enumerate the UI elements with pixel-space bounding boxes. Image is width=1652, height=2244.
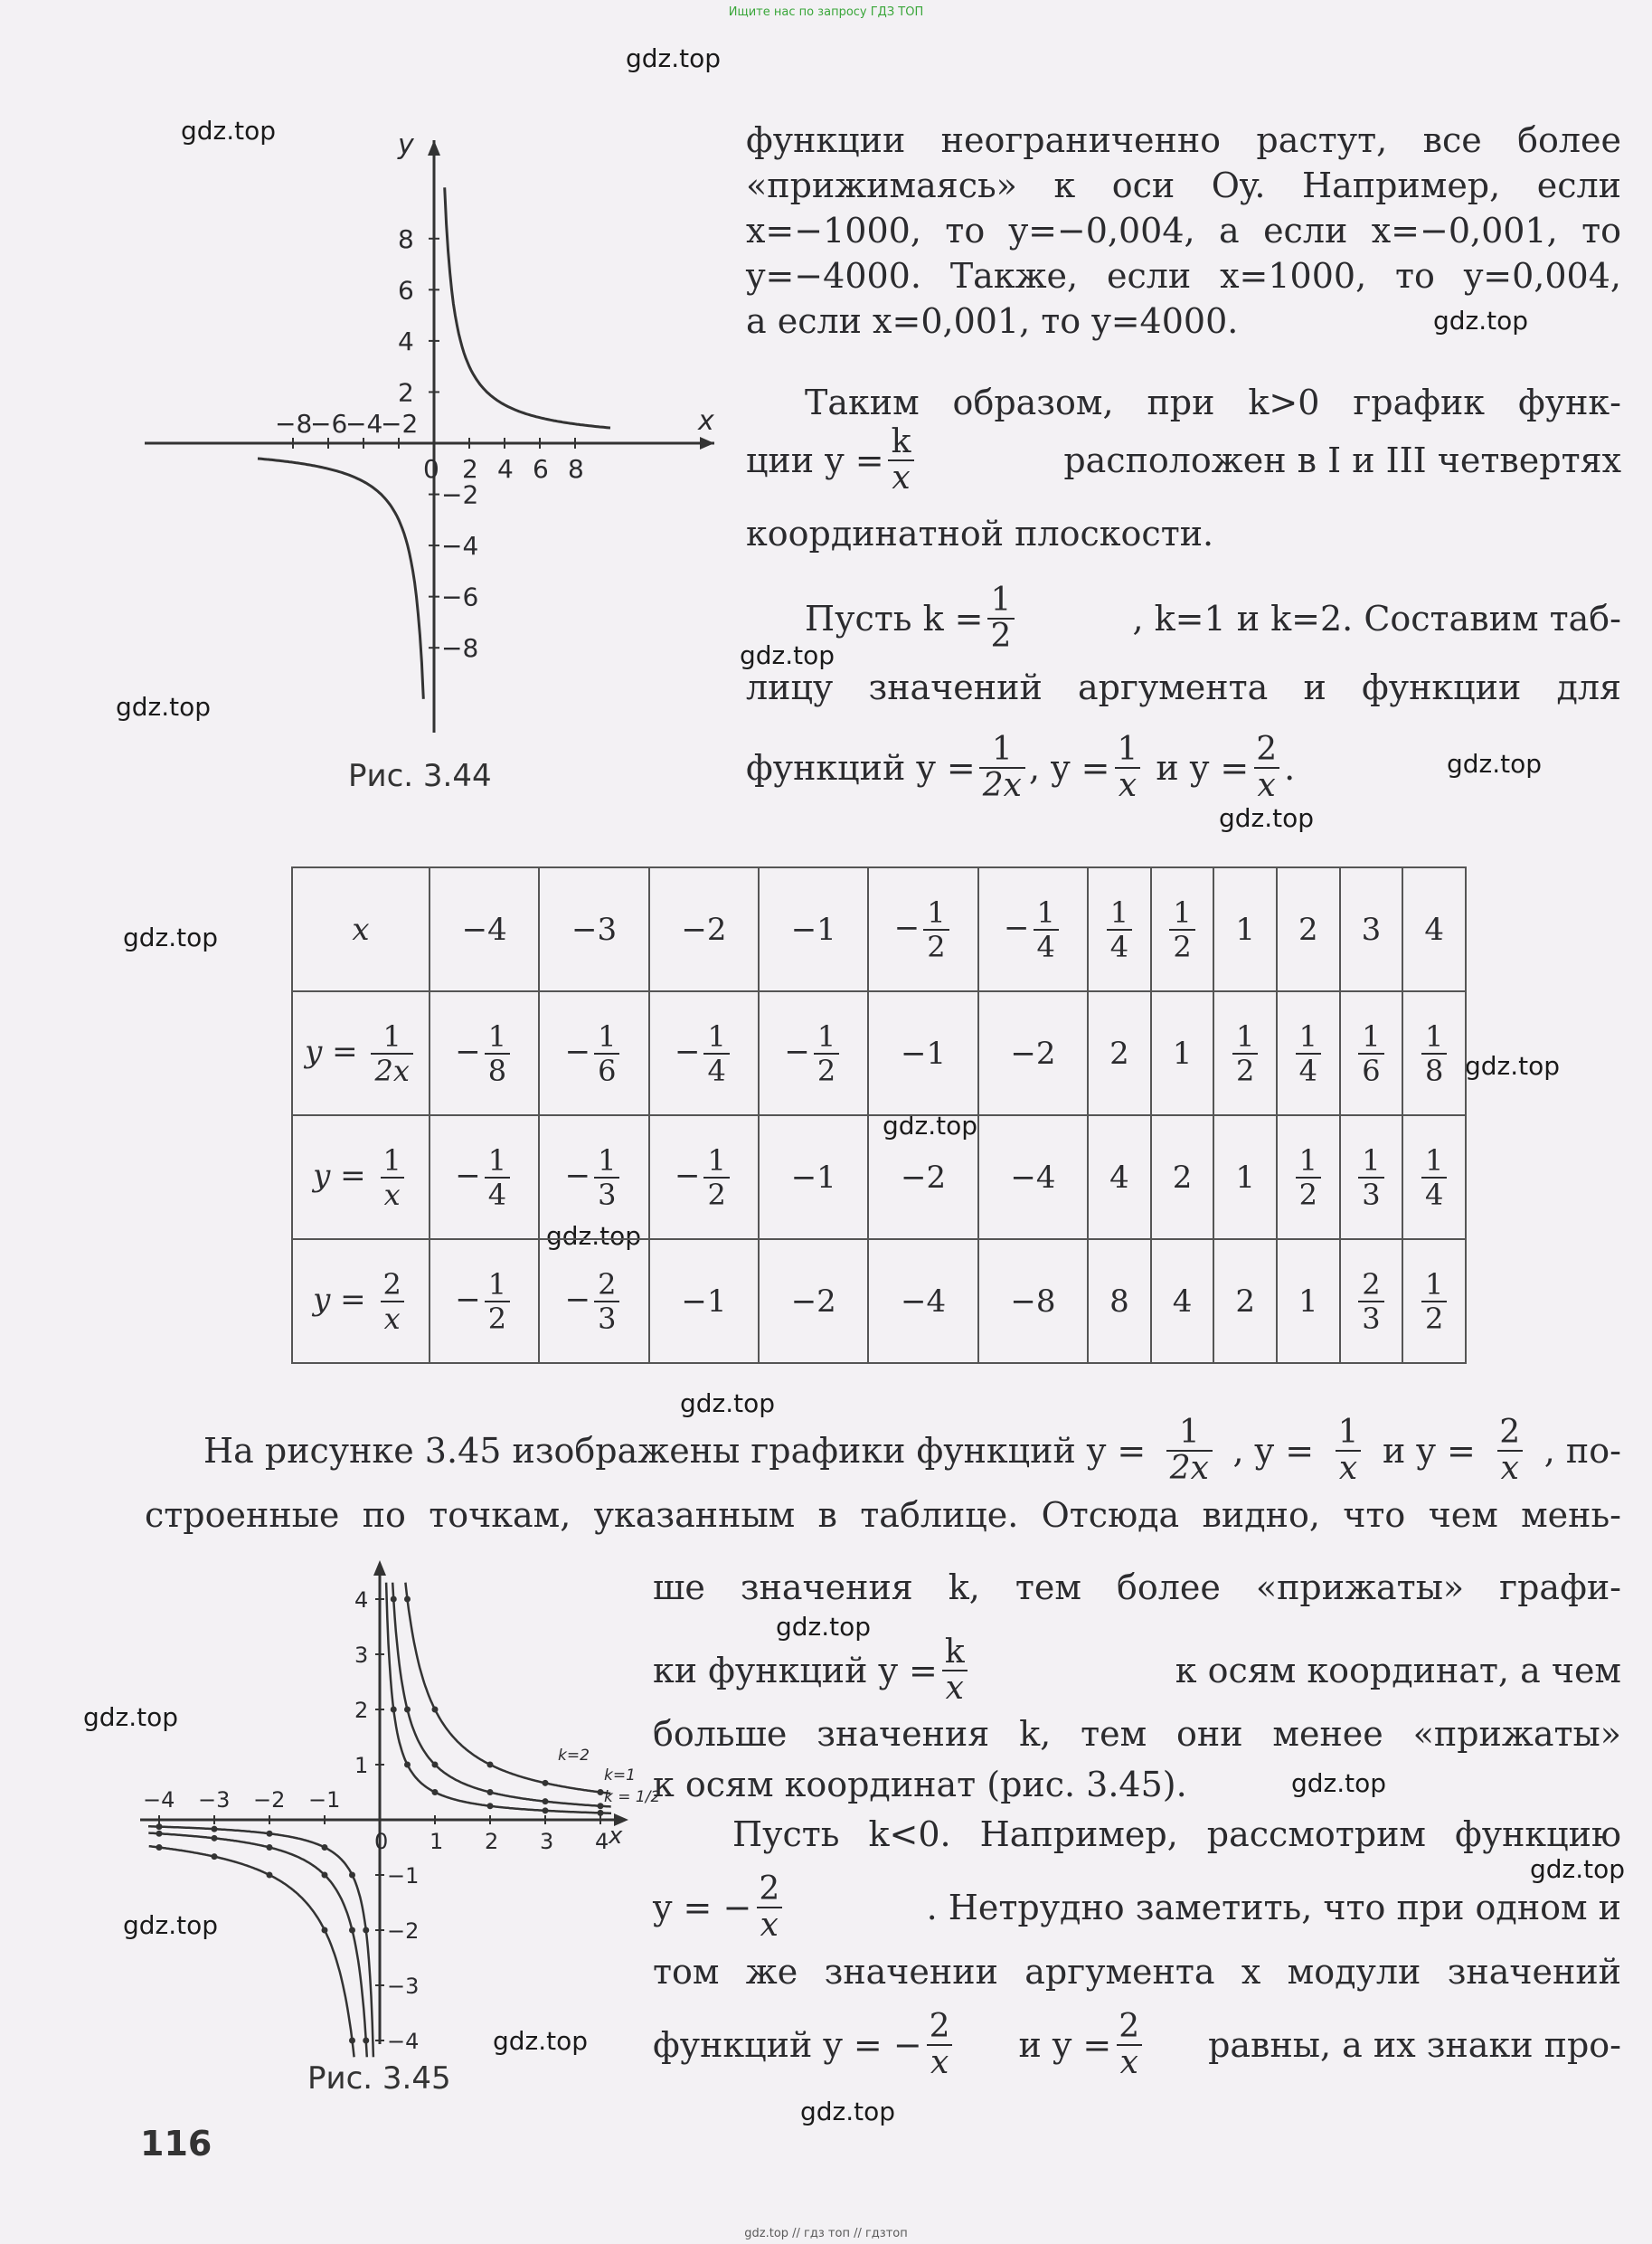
table-cell: −4 (868, 1239, 977, 1363)
watermark: gdz.top (116, 692, 212, 722)
text-line: больше значения k, тем они менее «прижаты» (653, 1714, 1621, 1754)
text-fragment: ки функций y = (653, 1651, 938, 1690)
row-label: y = $\frac{2}{x}$ (292, 1239, 430, 1363)
x-tick-label: 2 (485, 1829, 499, 1854)
watermark: gdz.top (1465, 1051, 1561, 1081)
watermark: gdz.top (776, 1612, 872, 1642)
text-line: координатной плоскости. (746, 514, 1214, 554)
watermark: gdz.top (740, 640, 835, 670)
fraction: $\frac{1}{2x}$ (1166, 1416, 1213, 1486)
table-cell: 2 (1151, 1115, 1214, 1239)
data-point (322, 1927, 328, 1934)
y-tick-label: 1 (354, 1753, 369, 1778)
text-block-top (746, 118, 1621, 344)
text-fragment: и y = (1156, 748, 1250, 788)
fraction: $\frac{1}{2}$ (923, 896, 949, 963)
fraction: $\frac{1}{4}$ (1421, 1144, 1447, 1211)
x-tick-label: −2 (381, 409, 419, 439)
table-cell: − $\frac{1}{2}$ (430, 1239, 539, 1363)
fraction: $\frac{1}{4}$ (485, 1144, 510, 1211)
table-cell (1088, 867, 1151, 991)
data-point (487, 1762, 494, 1768)
data-point (404, 1762, 411, 1768)
y-tick-label: −6 (441, 582, 479, 612)
x-tick-label: 0 (374, 1829, 389, 1854)
text-fragment: y = − (653, 1888, 752, 1927)
fraction: $\frac{1}{2}$ (703, 1144, 729, 1211)
x-tick-label: 4 (497, 454, 514, 484)
figure-3-44 (136, 127, 723, 742)
text-line: строенные по точкам, указанным в таблице. Отсюда видно, что чем мень- (145, 1495, 1621, 1535)
fraction: $\frac{1}{6}$ (594, 1020, 619, 1087)
fraction: $\frac{2}{x}$ (755, 1872, 783, 1943)
text-line-l6 (805, 380, 1621, 425)
text-line-p2-3 (653, 1565, 1621, 1610)
table-cell: −2 (649, 867, 759, 991)
x-tick-label: 1 (430, 1829, 444, 1854)
data-point (349, 1872, 355, 1879)
figure-caption-3-45: Рис. 3.45 (307, 2060, 451, 2097)
text-line: Пусть k<0. Например, рассмотрим функцию (732, 1814, 1621, 1854)
watermark: gdz.top (123, 923, 219, 952)
text-line-p3-3 (653, 1949, 1621, 1994)
table-cell (1340, 1239, 1403, 1363)
data-point (156, 1823, 163, 1830)
y-tick-label: 4 (398, 326, 414, 356)
y-tick-label: −1 (387, 1863, 420, 1889)
table-cell (1340, 1115, 1403, 1239)
table-cell (1402, 991, 1466, 1115)
data-point (267, 1844, 273, 1851)
y-tick-label: −8 (441, 633, 479, 664)
x-tick-label: 2 (462, 454, 478, 484)
fraction: $\frac{1}{2x}$ (979, 733, 1025, 803)
watermark: gdz.top (83, 1702, 179, 1732)
y-tick-label: −2 (441, 479, 479, 510)
table-cell: − $\frac{1}{4}$ (430, 1115, 539, 1239)
watermark: gdz.top (1433, 306, 1529, 336)
table-cell (1151, 867, 1214, 991)
watermark: gdz.top (123, 1910, 219, 1940)
watermark: gdz.top (680, 1388, 776, 1418)
text-line: лицу значений аргумента и функции для (746, 668, 1621, 707)
curve-label: k=1 (604, 1766, 636, 1785)
data-point (432, 1789, 439, 1795)
table-cell: −1 (868, 991, 977, 1115)
y-tick-label: 2 (398, 377, 414, 408)
data-point (212, 1853, 218, 1860)
y-axis-arrow (373, 1560, 386, 1576)
data-point (404, 1707, 411, 1713)
text-line-l11: функций y = $\frac{1}{2x}$ , y = $\frac{1}{x}$ и y = $\frac{2}{x}$ . (746, 731, 1296, 804)
y-tick-label: −4 (387, 2029, 420, 2054)
y-tick-label: 3 (354, 1643, 369, 1668)
table-cell (1277, 1115, 1340, 1239)
fraction: $\frac{1}{8}$ (1421, 1020, 1447, 1087)
data-point (487, 1789, 494, 1795)
table-cell: −4 (430, 867, 539, 991)
data-point (543, 1798, 549, 1804)
table-cell (1213, 991, 1277, 1115)
table-cell: 1 (1213, 867, 1277, 991)
text-fragment: , y = (1028, 748, 1110, 788)
fraction: $\frac{1}{2}$ (1296, 1144, 1321, 1211)
watermark: gdz.top (181, 116, 277, 146)
y-tick-label: 2 (354, 1698, 369, 1723)
text-line-p2-5 (653, 1711, 1621, 1756)
fraction: $\frac{1}{2}$ (1232, 1020, 1258, 1087)
table-cell: 1 (1277, 1239, 1340, 1363)
table-cell: −1 (759, 1115, 868, 1239)
values-table (291, 866, 1467, 1364)
data-point (212, 1826, 218, 1832)
fraction: $\frac{2}{x}$ (1496, 1416, 1524, 1486)
data-point (363, 2038, 369, 2044)
text-fragment: равны, а их знаки про- (1208, 2025, 1621, 2065)
fraction: $\frac{1}{8}$ (485, 1020, 510, 1087)
text-line-l10 (746, 665, 1621, 710)
text-fragment: функций y = − (653, 2025, 922, 2065)
fraction: $\frac{1}{6}$ (1358, 1020, 1383, 1087)
y-axis-arrow (428, 140, 440, 156)
text-line-p3-1 (732, 1812, 1621, 1857)
text-line: функции неограниченно растут, все более (746, 120, 1621, 160)
table-cell: 3 (1340, 867, 1403, 991)
fraction: $\frac{1}{2}$ (485, 1268, 510, 1335)
text-fragment: функций y = (746, 748, 976, 788)
table-cell: −8 (978, 1239, 1088, 1363)
row-label: x (292, 867, 430, 991)
y-tick-label: 8 (398, 223, 414, 254)
text-fragment: к осям координат, а чем (1175, 1651, 1621, 1690)
text-line: y=−4000. Также, если x=1000, то y=0,004, (746, 256, 1621, 296)
table-cell: −1 (649, 1239, 759, 1363)
data-point (322, 1872, 328, 1879)
table-header-row (292, 867, 1466, 991)
text-line-l7 (746, 425, 1621, 496)
text-line-p3-2 (653, 1872, 1621, 1943)
table-cell: −1 (759, 867, 868, 991)
table-cell: −2 (868, 1115, 977, 1239)
fraction: $\frac{1}{4}$ (703, 1020, 729, 1087)
data-point (598, 1803, 604, 1809)
fraction: $\frac{1}{4}$ (1296, 1020, 1321, 1087)
text-fragment: . Нетрудно заметить, что при одном и (926, 1888, 1621, 1927)
table-cell: 4 (1151, 1239, 1214, 1363)
watermark: gdz.top (493, 2026, 589, 2056)
table-cell: −2 (978, 991, 1088, 1115)
fraction: $\frac{2}{3}$ (1358, 1268, 1383, 1335)
curve-branch-positive (392, 1583, 611, 1807)
x-tick-label: −4 (143, 1787, 175, 1813)
fraction: $\frac{1}{2}$ (814, 1020, 839, 1087)
fraction: $\frac{1}{3}$ (594, 1144, 619, 1211)
x-axis-label: x (698, 405, 714, 437)
table-cell (1277, 991, 1340, 1115)
table-cell: −2 (759, 1239, 868, 1363)
data-point (322, 1844, 328, 1851)
table-row (292, 1239, 1466, 1363)
text-fragment: , k=1 и k=2. Составим таб- (1132, 599, 1621, 639)
x-tick-label: −2 (253, 1787, 286, 1813)
text-line-p3-4 (653, 2010, 1621, 2080)
x-tick-label: −3 (198, 1787, 231, 1813)
table-cell: − $\frac{1}{4}$ (978, 867, 1088, 991)
x-tick-label: 8 (568, 454, 584, 484)
row-label: y = $\frac{1}{2x}$ (292, 991, 430, 1115)
table-cell: − $\frac{1}{3}$ (539, 1115, 648, 1239)
y-tick-label: −2 (387, 1918, 420, 1944)
watermark: gdz.top (626, 43, 722, 73)
table-cell: − $\frac{2}{3}$ (539, 1239, 648, 1363)
table-cell: − $\frac{1}{6}$ (539, 991, 648, 1115)
text-line: а если x=0,001, то y=4000. (746, 301, 1239, 341)
data-point (391, 1596, 397, 1603)
data-point (156, 1831, 163, 1837)
text-line: ше значения k, тем более «прижаты» графи- (653, 1567, 1621, 1607)
y-axis-label: y (398, 129, 414, 161)
curve-label: k=2 (558, 1747, 590, 1765)
data-point (391, 1707, 397, 1713)
curve-label: k = 1/2 (604, 1788, 661, 1806)
text-fragment: Пусть k = (805, 599, 984, 639)
watermark: gdz.top (1219, 803, 1315, 833)
table-cell: 1 (1213, 1115, 1277, 1239)
fraction: $\frac{2}{x}$ (1115, 2010, 1143, 2080)
curve-branch-positive (386, 1583, 611, 1813)
data-point (156, 1844, 163, 1851)
text-fragment: и y = (1382, 1431, 1476, 1471)
text-fragment: , по- (1543, 1431, 1621, 1471)
table-cell (1402, 1239, 1466, 1363)
table-cell: − $\frac{1}{2}$ (649, 1115, 759, 1239)
curve-branch-negative (148, 1826, 373, 2057)
watermark: gdz.top (1447, 749, 1543, 779)
table-cell (1340, 991, 1403, 1115)
table-row (292, 991, 1466, 1115)
row-label: y = $\frac{1}{x}$ (292, 1115, 430, 1239)
table-cell: − $\frac{1}{8}$ (430, 991, 539, 1115)
table-cell: − $\frac{1}{2}$ (759, 991, 868, 1115)
x-tick-label: 4 (595, 1829, 609, 1854)
table-cell: 8 (1088, 1239, 1151, 1363)
x-tick-label: 0 (423, 454, 439, 484)
text-line-l9 (805, 583, 1621, 654)
table-cell: −4 (978, 1115, 1088, 1239)
fraction: $\frac{2}{x}$ (1252, 733, 1280, 803)
fraction: $\frac{1}{x}$ (1114, 733, 1142, 803)
data-point (432, 1762, 439, 1768)
bottom-banner[interactable]: gdz.top // гдз топ // гдзтоп (744, 2227, 908, 2240)
text-line-p2-4 (653, 1635, 1621, 1706)
data-point (267, 1831, 273, 1837)
fraction: $\frac{2}{x}$ (926, 2010, 954, 2080)
x-tick-label: 3 (540, 1829, 554, 1854)
x-tick-label: −4 (345, 409, 383, 439)
figure-3-45 (140, 1556, 661, 2054)
data-point (598, 1810, 604, 1816)
table-cell: − $\frac{1}{4}$ (649, 991, 759, 1115)
curve-branch-negative (148, 1833, 366, 2058)
x-tick-label: −1 (308, 1787, 341, 1813)
text-fragment: расположен в I и III четвертях (1063, 440, 1621, 480)
watermark: gdz.top (883, 1111, 978, 1141)
watermark: gdz.top (546, 1221, 642, 1251)
fraction: $\frac{1}{2}$ (1421, 1268, 1447, 1335)
x-tick-label: −6 (310, 409, 348, 439)
text-fragment: и y = (1018, 2025, 1112, 2065)
text-fragment: ции y = (746, 440, 884, 480)
y-tick-label: −3 (387, 1974, 420, 1999)
table-cell: 4 (1088, 1115, 1151, 1239)
fraction: $\frac{1}{4}$ (1034, 896, 1059, 963)
page-number: 116 (140, 2124, 212, 2164)
data-point (404, 1596, 411, 1603)
fraction: $\frac{1}{x}$ (1335, 1416, 1363, 1486)
fraction: $\frac{1}{2}$ (987, 583, 1015, 654)
fraction: $\frac{1}{4}$ (1107, 896, 1132, 963)
curve-labels (558, 1747, 660, 1806)
top-banner[interactable]: Ищите нас по запросу ГДЗ ТОП (728, 5, 924, 19)
data-point (349, 1927, 355, 1934)
data-point (349, 2038, 355, 2044)
y-tick-label: 6 (398, 275, 414, 306)
fraction: $\frac{1}{3}$ (1358, 1144, 1383, 1211)
table-cell: 2 (1088, 991, 1151, 1115)
text-line-p2-2 (145, 1492, 1621, 1538)
watermark: gdz.top (1530, 1854, 1626, 1884)
x-tick-label: 6 (533, 454, 549, 484)
text-line: к осям координат (рис. 3.45). (653, 1765, 1187, 1804)
figure-caption-3-44: Рис. 3.44 (348, 758, 492, 794)
text-fragment: , y = (1232, 1431, 1315, 1471)
table-cell (1402, 1115, 1466, 1239)
data-point (212, 1835, 218, 1842)
hyperbola-branch-q3 (258, 459, 423, 699)
x-axis-arrow (700, 437, 714, 450)
table-cell: 1 (1151, 991, 1214, 1115)
text-fragment: На рисунке 3.45 изображены графики функций y = (203, 1431, 1147, 1471)
hyperbola-branch-q1 (445, 187, 610, 428)
data-point (267, 1872, 273, 1879)
data-point (432, 1707, 439, 1713)
table-cell: −3 (539, 867, 648, 991)
x-tick-label: −8 (275, 409, 313, 439)
x-axis-label: x (609, 1823, 623, 1850)
table-cell: 2 (1277, 867, 1340, 991)
text-line: Таким образом, при k>0 график функ- (805, 383, 1621, 422)
table-cell: − $\frac{1}{2}$ (868, 867, 977, 991)
data-point (363, 1927, 369, 1934)
data-point (543, 1780, 549, 1786)
fraction: $\frac{k}{x}$ (941, 1635, 968, 1706)
watermark: gdz.top (1291, 1768, 1387, 1798)
data-point (487, 1803, 494, 1809)
watermark: gdz.top (800, 2097, 896, 2126)
fraction: $\frac{k}{x}$ (888, 425, 915, 496)
text-line: «прижимаясь» к оси Oy. Например, если (746, 166, 1621, 205)
text-line-p2 (203, 1416, 1621, 1486)
fraction: $\frac{1}{2}$ (1169, 896, 1194, 963)
data-point (543, 1807, 549, 1813)
table-cell: 4 (1402, 867, 1466, 991)
table-row (292, 1115, 1466, 1239)
fraction: $\frac{2}{3}$ (594, 1268, 619, 1335)
y-tick-label: 4 (354, 1587, 369, 1613)
table-cell: 2 (1213, 1239, 1277, 1363)
data-point (598, 1789, 604, 1795)
text-line: x=−1000, то y=−0,004, а если x=−0,001, то (746, 211, 1621, 251)
text-line: том же значении аргумента x модули значений (653, 1952, 1621, 1992)
y-tick-label: −4 (441, 531, 479, 562)
